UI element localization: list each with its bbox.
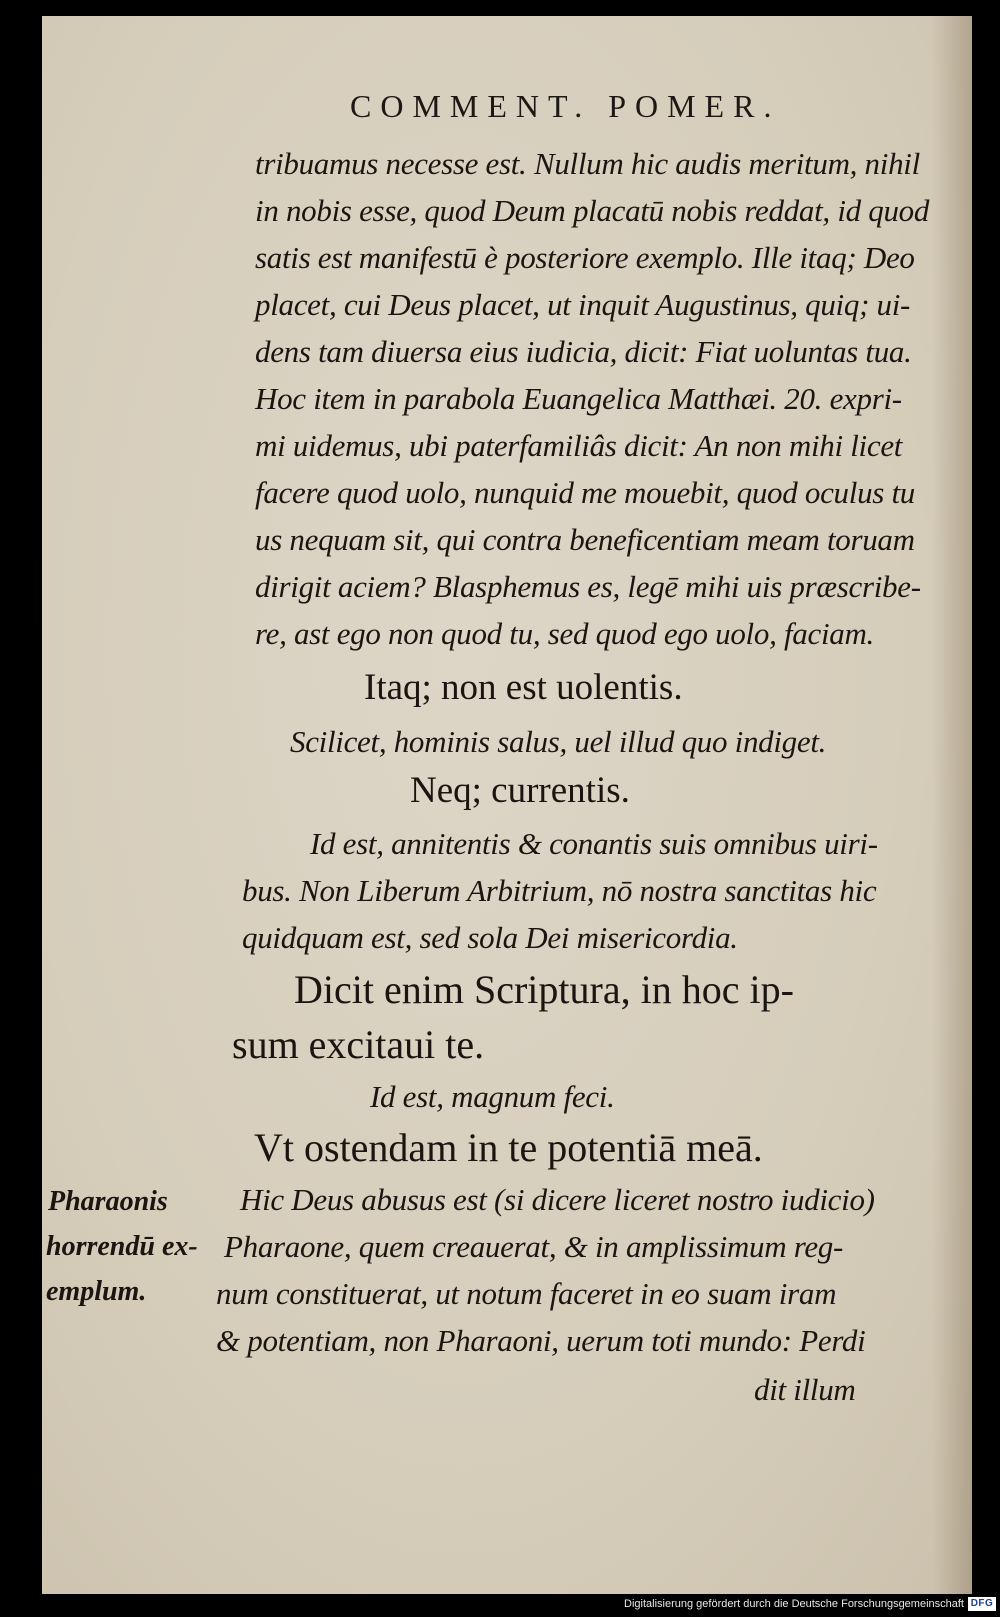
gloss-line: num constituerat, ut notum faceret in eo suam iram (216, 1276, 837, 1311)
body-line: in nobis esse, quod Deum placatū nobis reddat, id quod (255, 193, 930, 228)
gloss-line: Hic Deus abusus est (si dicere liceret nostro iudicio) (240, 1182, 875, 1217)
gloss-line: Scilicet, hominis salus, uel illud quo indiget. (290, 724, 827, 759)
body-line: Hoc item in parabola Euangelica Matthæi. 20. expri- (255, 381, 902, 416)
gloss-line: Pharaone, quem creauerat, & in amplissimum reg- (224, 1229, 844, 1264)
catchword: dit illum (754, 1372, 856, 1407)
digitization-footer (0, 1594, 1000, 1617)
marginal-note-line: emplum. (46, 1276, 147, 1307)
lemma-text: Itaq; non est uolentis. (364, 667, 683, 708)
body-line: dens tam diuersa eius iudicia, dicit: Fiat uoluntas tua. (255, 334, 912, 369)
footer-credit: Digitalisierung gefördert durch die Deutsche Forschungsgemeinschaft (624, 1598, 964, 1610)
lemma-text: sum excitaui te. (232, 1022, 485, 1067)
book-page (42, 16, 972, 1594)
body-line: re, ast ego non quod tu, sed quod ego uolo, faciam. (255, 616, 874, 651)
body-line: mi uidemus, ubi paterfamiliâs dicit: An non mihi licet (255, 428, 903, 463)
lemma-text: Vt ostendam in te potentiā meā. (254, 1125, 763, 1170)
dfg-logo: DFG (968, 1597, 996, 1611)
body-line: facere quod uolo, nunquid me mouebit, quod oculus tu (255, 475, 915, 510)
gloss-line: Id est, annitentis & conantis suis omnibus uiri- (310, 826, 878, 861)
body-line: us nequam sit, qui contra beneficentiam meam toruam (255, 522, 915, 557)
body-line: placet, cui Deus placet, ut inquit Augustinus, quiq; ui- (255, 287, 911, 322)
lemma-text: Neq; currentis. (410, 770, 630, 811)
gloss-line: bus. Non Liberum Arbitrium, nō nostra sanctitas hic (242, 873, 877, 908)
gloss-line: Id est, magnum feci. (370, 1079, 615, 1114)
marginal-note-line: horrendū ex- (46, 1231, 198, 1262)
body-line: tribuamus necesse est. Nullum hic audis meritum, nihil (255, 146, 920, 181)
body-line: dirigit aciem? Blasphemus es, legē mihi uis præscribe- (255, 569, 921, 604)
body-line: satis est manifestū è posteriore exemplo. Ille itaq; Deo (255, 240, 915, 275)
gloss-line: quidquam est, sed sola Dei misericordia. (242, 920, 738, 955)
running-title: COMMENT. POMER. (350, 88, 781, 124)
marginal-note-line: Pharaonis (48, 1186, 168, 1217)
gloss-line: & potentiam, non Pharaoni, uerum toti mundo: Perdi (216, 1323, 866, 1358)
lemma-text: Dicit enim Scriptura, in hoc ip- (294, 967, 794, 1012)
